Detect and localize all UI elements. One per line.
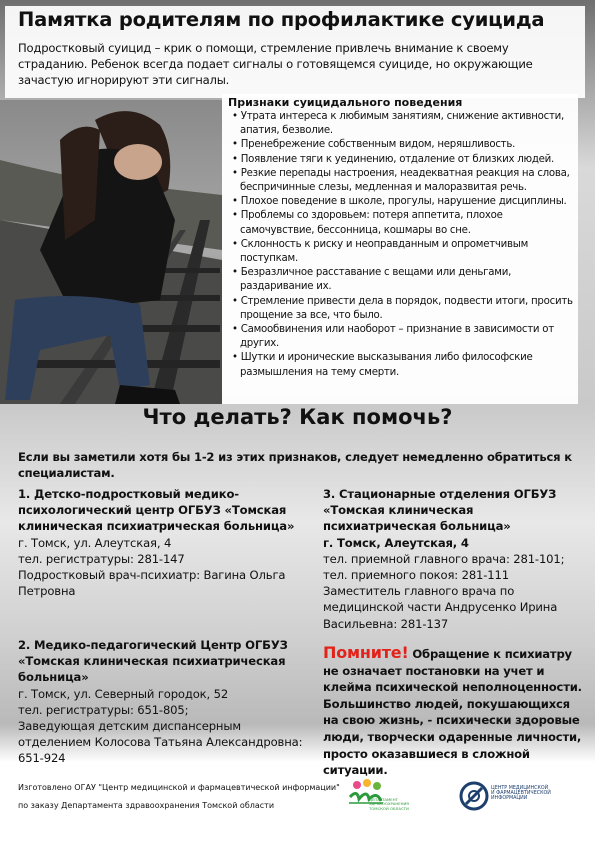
center-2-phone: тел. регистратуры: 651-805; [18,702,189,717]
list-item: • Склонность к риску и неоправданным и опрометчивым поступкам. [228,238,578,266]
list-item: • Самообвинения или наоборот – признание в зависимости от других. [228,323,578,351]
list-item: • Проблемы со здоровьем: потеря аппетита, плохое самочувствие, бессонница, кошмары во сне. [228,209,578,237]
center-3-phone-reception: тел. приемного покоя: 281-111 [323,568,509,583]
list-item: • Появление тяги к уединению, отдаление от близких людей. [228,153,578,167]
signs-title: Признаки суицидального поведения [228,96,463,109]
center-3-address: г. Томск, Алеутская, 4 [323,535,469,550]
center-1-address: г. Томск, ул. Алеутская, 4 [18,535,172,550]
center-2-heading: 2. Медико-педагогический Центр ОГБУЗ «Томская клиническая психиатрическая больница» [18,638,288,685]
list-item: • Шутки и иронические высказывания либо философские размышления на тему смерти. [228,351,578,379]
list-item: • Плохое поведение в школе, прогулы, нарушение дисциплины. [228,195,578,209]
remember-text-1: Обращение к психиатру не означает постановки на учет и клейма психической неполноценности. [323,647,582,695]
med-info-center-logo-icon [458,780,490,812]
girl-on-rails-photo [0,100,222,404]
notice-text: Если вы заметили хотя бы 1-2 из этих признаков, следует немедленно обратиться к специалистам. [18,450,572,480]
center-1-heading: 1. Детско-подростковый медико-психологический центр ОГБУЗ «Томская клиническая психиатрическая больница» [18,487,295,534]
center-1 [18,486,308,599]
remember-block [323,645,585,779]
center-2-address: г. Томск, ул. Северный городок, 52 [18,686,229,701]
list-item: • Пренебрежение собственным видом, неряшливость. [228,138,578,152]
page-title: Памятка родителям по профилактике суицида [18,8,545,31]
center-2 [18,637,308,767]
center-2-doctor: Заведующая детским диспансерным отделением Колосова Татьяна Александровна: 651-924 [18,719,303,766]
remember-text-2: Большинство людей, покушающихся на свою жизнь, - психически здоровые люди, творчески одаренные личности, просто оказавшиеся в сложной ситуации. [323,696,582,778]
center-3-phone-chief: тел. приемной главного врача: 281-101; [323,551,565,566]
center-3-heading: 3. Стационарные отделения ОГБУЗ «Томская клиническая психиатрическая больница» [323,487,557,534]
list-item: • Безразличное расставание с вещами или деньгами, раздаривание их. [228,266,578,294]
med-info-center-logo-text: ЦЕНТР МЕДИЦИНСКОЙ И ФАРМАЦЕВТИЧЕСКОЙ ИНФОРМАЦИИ [491,786,551,802]
center-1-doctor: Подростковый врач-психиатр: Вагина Ольга Петровна [18,568,286,599]
center-1-phone: тел. регистратуры: 281-147 [18,551,185,566]
signs-list [228,110,578,380]
list-item: • Резкие перепады настроения, неадекватная реакция на слова, беспричинные слезы, медленная и малоразвитая речь. [228,167,578,195]
intro-text: Подростковый суицид – крик о помощи, стремление привлечь внимание к своему страданию. Ребенок всегда подает сигналы о готовящемся суициде, но окружающие зачастую игнорируют эти сигналы. [18,41,533,87]
health-department-logo-text: ДЕПАРТАМЕНТ ЗДРАВООХРАНЕНИЯ ТОМСКОЙ ОБЛАСТИ [369,797,409,811]
center-3-deputy: Заместитель главного врача по медицинской части Андрусенко Ирина Васильевна: 281-137 [323,584,558,631]
remember-word: Помните! [323,643,409,662]
footer-line-2: по заказу Департамента здравоохранения Томской области [18,801,275,810]
list-item: • Стремление привести дела в порядок, подвести итоги, просить прощение за все, что было. [228,295,578,323]
footer-line-1: Изготовлено ОГАУ "Центр медицинской и фармацевтической информации" [18,783,340,792]
center-3 [323,486,585,632]
help-title: Что делать? Как помочь? [142,405,453,429]
list-item: • Утрата интереса к любимым занятиям, снижение активности, апатия, безволие. [228,110,578,138]
